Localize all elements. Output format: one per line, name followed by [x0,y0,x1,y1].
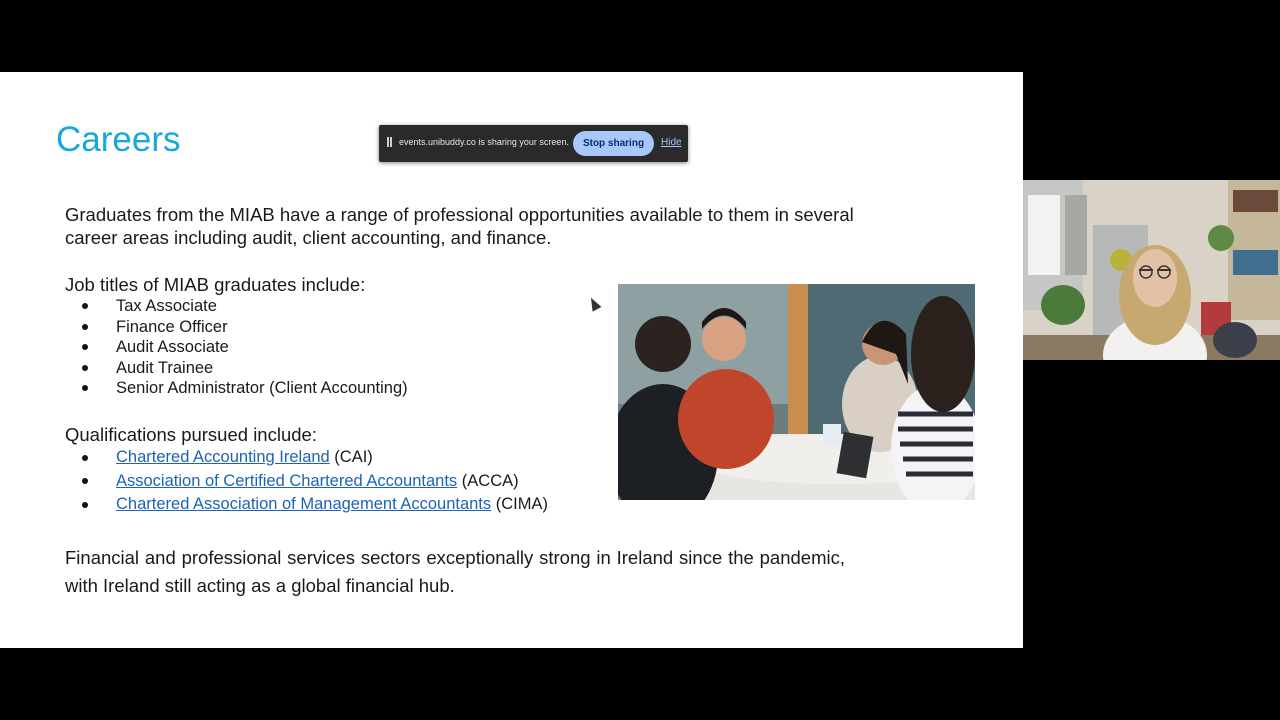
bullet-icon [82,324,88,330]
students-photo [618,284,975,500]
job-titles-list [0,296,408,399]
presentation-slide [0,72,1023,648]
acca-link[interactable]: Association of Certified Chartered Accountants [116,471,458,490]
bullet-icon [82,455,88,461]
cai-link[interactable]: Chartered Accounting Ireland [116,448,330,466]
share-message: events.unibuddy.co is sharing your screen. [399,137,569,147]
slide-title: Careers [56,120,181,159]
list-item: Senior Administrator (Client Accounting) [0,378,408,399]
presenter-video-feed [1023,180,1280,360]
cima-suffix: (CIMA) [491,495,548,513]
bullet-icon [82,344,88,350]
list-item [0,493,548,517]
cima-link[interactable]: Chartered Association of Management Accountants [116,495,492,513]
bullet-icon [82,502,88,508]
presenter-webcam [1023,180,1280,360]
mouse-cursor-icon [587,295,602,311]
list-item: Audit Trainee [0,358,408,379]
list-item: Finance Officer [0,317,408,338]
list-item [0,470,548,494]
bullet-icon [82,478,88,484]
students-photo-illustration [618,284,975,500]
drag-handle-icon[interactable] [387,137,393,149]
cai-suffix: (CAI) [329,448,373,466]
intro-paragraph: Graduates from the MIAB have a range of professional opportunities available to them in several career areas including audit, client accounting, and finance. [65,204,854,248]
quals-heading: Qualifications pursued include: [65,424,317,445]
list-item [0,446,548,470]
bullet-icon [82,365,88,371]
screen-share-bar [379,125,688,162]
stop-sharing-button[interactable]: Stop sharing [573,131,654,156]
list-item: Tax Associate [0,296,408,317]
qualifications-list [0,446,548,517]
hide-link[interactable]: Hide [661,137,682,148]
closing-paragraph: Financial and professional services sectors exceptionally strong in Ireland since the pandemic, with Ireland still acting as a global financial hub. [65,547,845,596]
bullet-icon [82,303,88,309]
list-item: Audit Associate [0,337,408,358]
jobs-heading: Job titles of MIAB graduates include: [65,274,366,295]
bullet-icon [82,385,88,391]
acca-suffix: (ACCA) [457,471,519,490]
